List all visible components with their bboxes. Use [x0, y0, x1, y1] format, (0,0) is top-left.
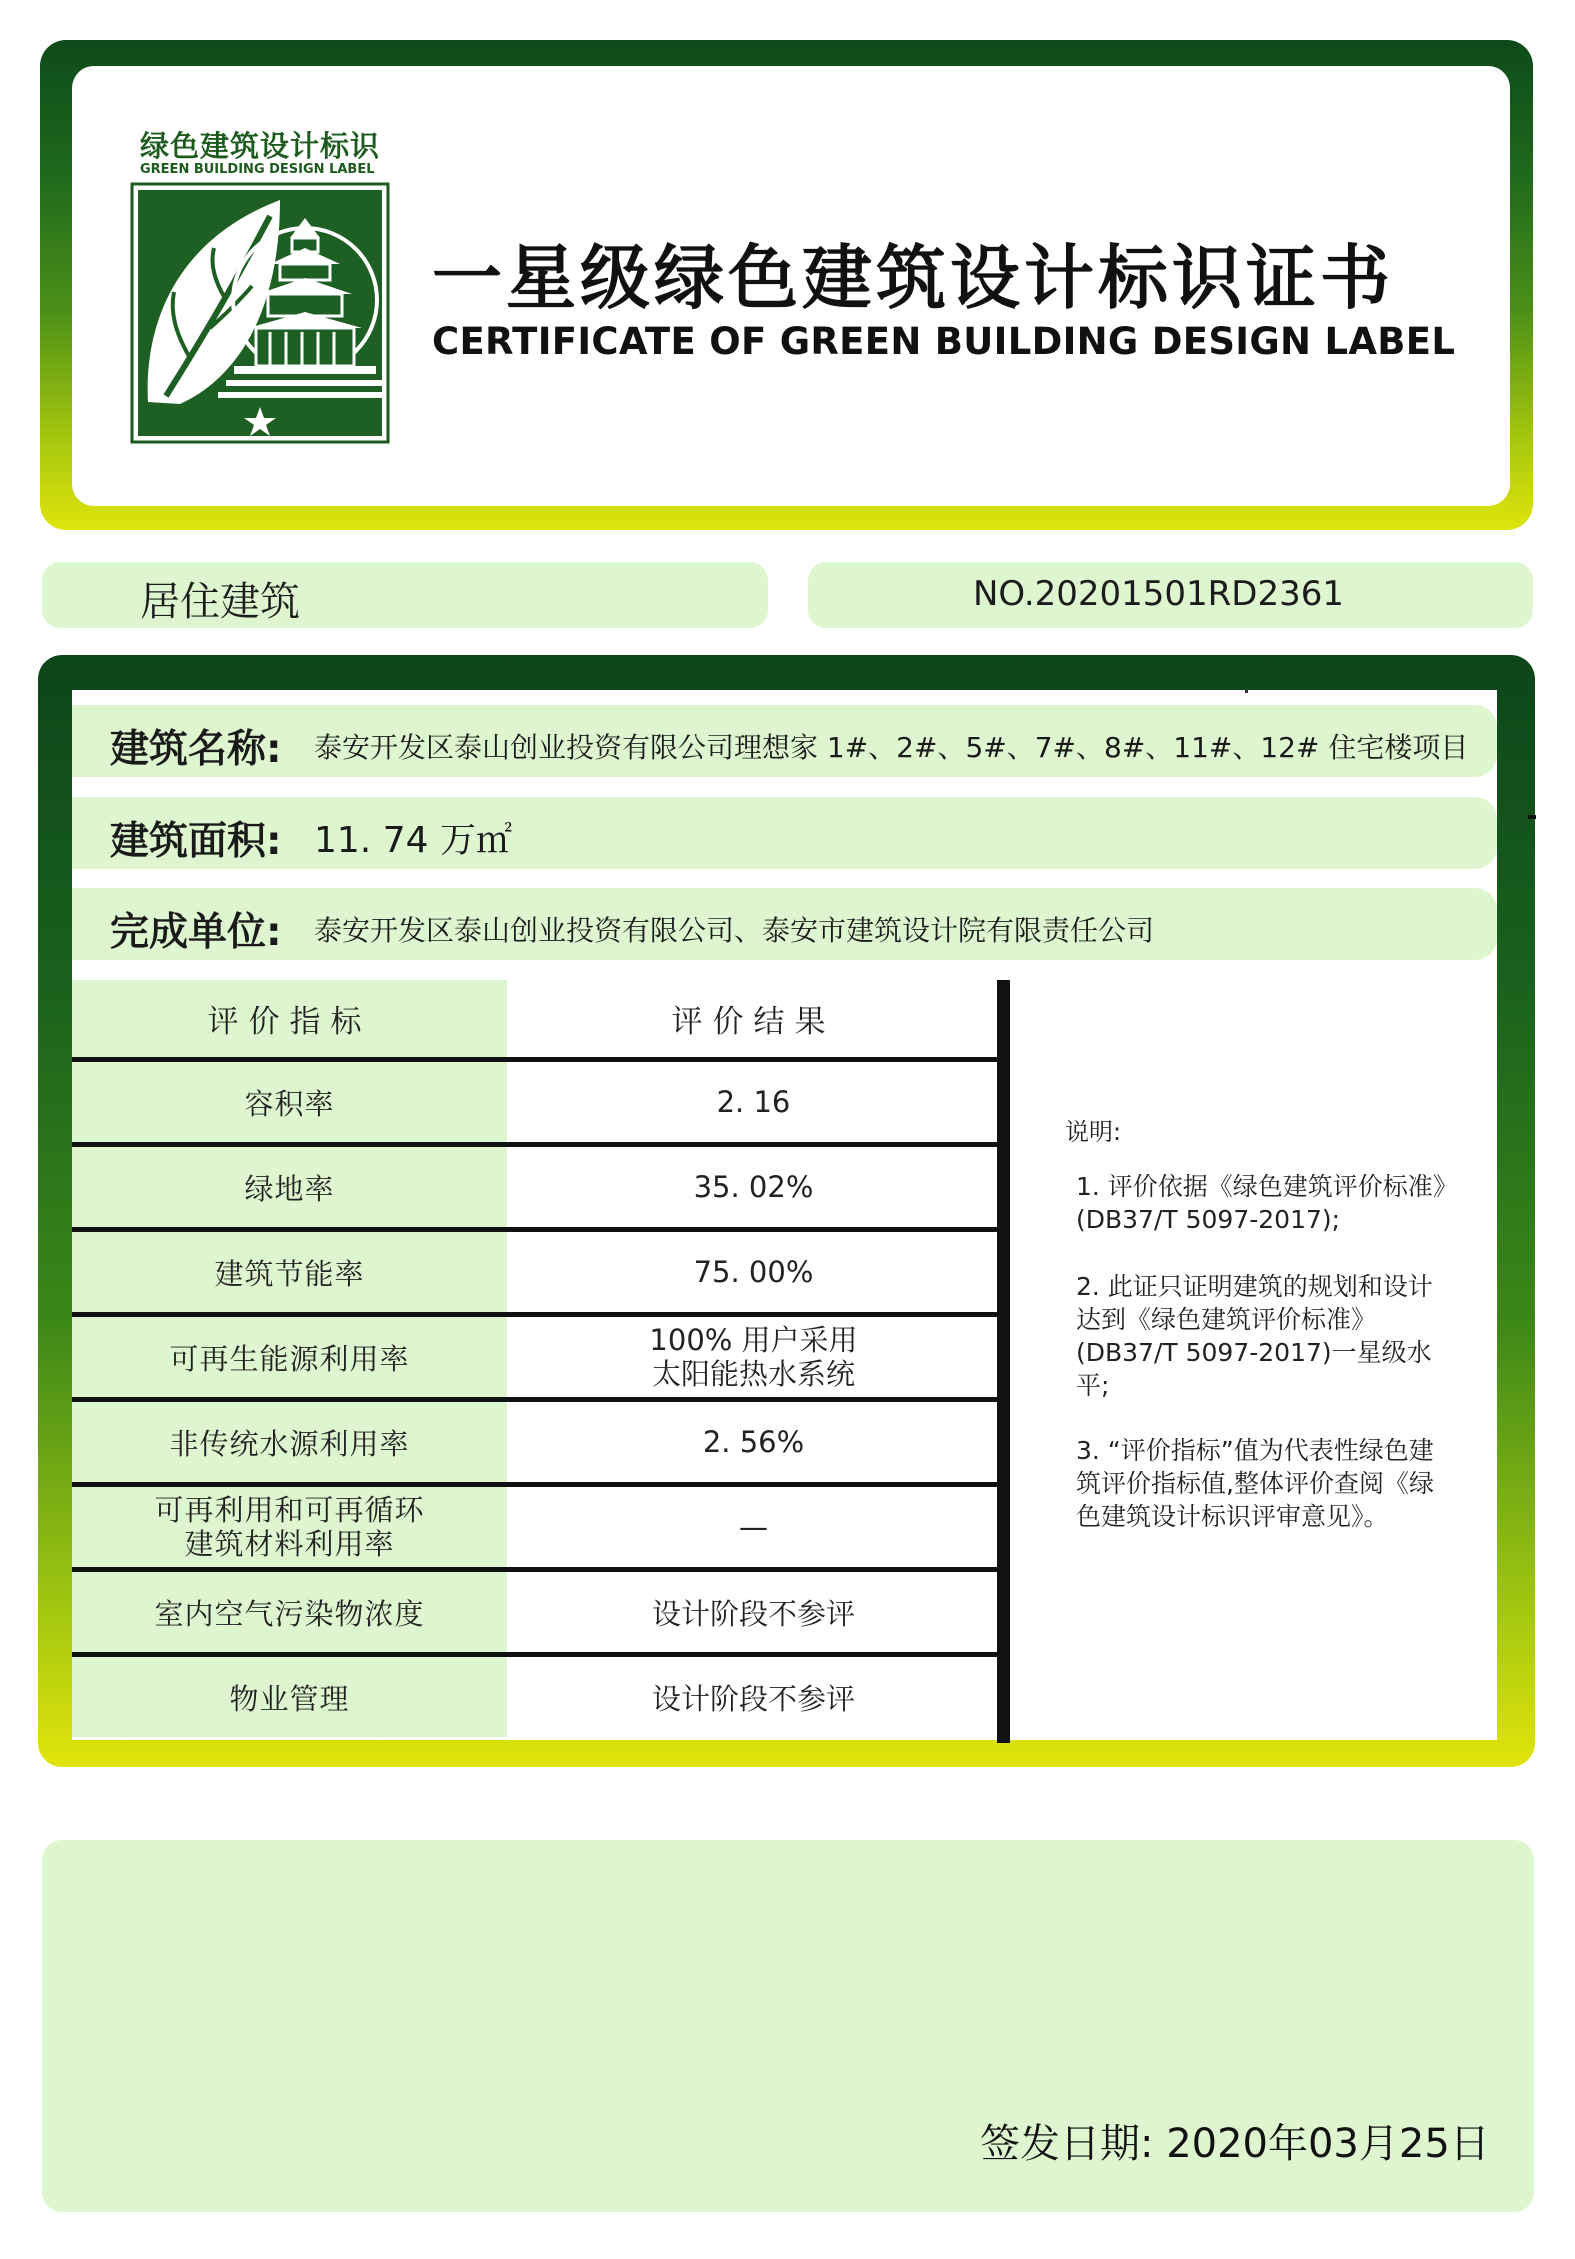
indicator-cell: 物业管理 [72, 1655, 507, 1738]
completion-unit-value: 泰安开发区泰山创业投资有限公司、泰安市建筑设计院有限责任公司 [314, 914, 1155, 947]
certificate-number: NO.20201501RD2361 [973, 574, 1345, 614]
indicator-cell: 建筑节能率 [72, 1230, 507, 1315]
scan-mark [1528, 815, 1536, 819]
evaluation-table [72, 980, 1000, 1737]
indicator-cell: 绿地率 [72, 1145, 507, 1230]
scan-mark [1245, 690, 1248, 693]
indicator-cell: 室内空气污染物浓度 [72, 1570, 507, 1655]
header-indicator: 评价指标 [72, 980, 507, 1060]
result-cell: 2. 56% [507, 1400, 1000, 1485]
result-cell: 设计阶段不参评 [507, 1570, 1000, 1655]
table-row [72, 1400, 1000, 1485]
note-item: 2. 此证只证明建筑的规划和设计达到《绿色建筑评价标准》(DB37/T 5097-2017)一星级水平; [1076, 1272, 1433, 1400]
building-name-value: 泰安开发区泰山创业投资有限公司理想家 1#、2#、5#、7#、8#、11#、12# 住宅楼项目 [314, 731, 1469, 764]
indicator-cell: 非传统水源利用率 [72, 1400, 507, 1485]
indicator-line: 可再利用和可再循环 [154, 1493, 425, 1527]
table-row [72, 1145, 1000, 1230]
table-row [72, 1570, 1000, 1655]
result-cell: 35. 02% [507, 1145, 1000, 1230]
building-area-row [72, 797, 1497, 869]
table-row [72, 1315, 1000, 1400]
issue-date: 签发日期: 2020年03月25日 [980, 2121, 1490, 2167]
table-divider [997, 980, 1010, 1743]
completion-unit-label: 完成单位: [110, 910, 282, 955]
result-cell: 2. 16 [507, 1060, 1000, 1145]
building-area-label: 建筑面积: [110, 819, 282, 864]
certificate-title-cn: 一星级绿色建筑设计标识证书 [432, 237, 1394, 319]
indicator-cell: 可再生能源利用率 [72, 1315, 507, 1400]
logo-title-en: GREEN BUILDING DESIGN LABEL [140, 162, 375, 177]
table-row [72, 1060, 1000, 1145]
result-cell [507, 1315, 1000, 1400]
temple-leaf-emblem-icon [130, 182, 390, 444]
logo-title-cn: 绿色建筑设计标识 [140, 129, 381, 163]
notes-title: 说明: [1065, 1118, 1122, 1146]
table-header-row [72, 980, 1000, 1060]
table-row [72, 1655, 1000, 1738]
table-row [72, 1230, 1000, 1315]
result-cell: 75. 00% [507, 1230, 1000, 1315]
building-area-value: 11. 74 万㎡ [314, 820, 512, 861]
result-cell: 设计阶段不参评 [507, 1655, 1000, 1738]
building-type: 居住建筑 [140, 579, 300, 625]
indicator-cell [72, 1485, 507, 1570]
indicator-line: 建筑材料利用率 [184, 1527, 395, 1561]
result-line: 100% 用户采用 [649, 1323, 858, 1357]
note-item: 3. “评价指标”值为代表性绿色建筑评价指标值,整体评价查阅《绿色建筑设计标识评审意见》。 [1076, 1436, 1434, 1531]
note-item: 1. 评价依据《绿色建筑评价标准》(DB37/T 5097-2017); [1076, 1172, 1446, 1234]
building-name-label: 建筑名称: [110, 727, 282, 772]
indicator-cell: 容积率 [72, 1060, 507, 1145]
certificate-title-en: CERTIFICATE OF GREEN BUILDING DESIGN LABEL [432, 320, 1456, 363]
table-row [72, 1485, 1000, 1570]
header-result: 评价结果 [507, 980, 1000, 1060]
result-line: 太阳能热水系统 [651, 1357, 855, 1391]
result-cell: — [507, 1485, 1000, 1570]
